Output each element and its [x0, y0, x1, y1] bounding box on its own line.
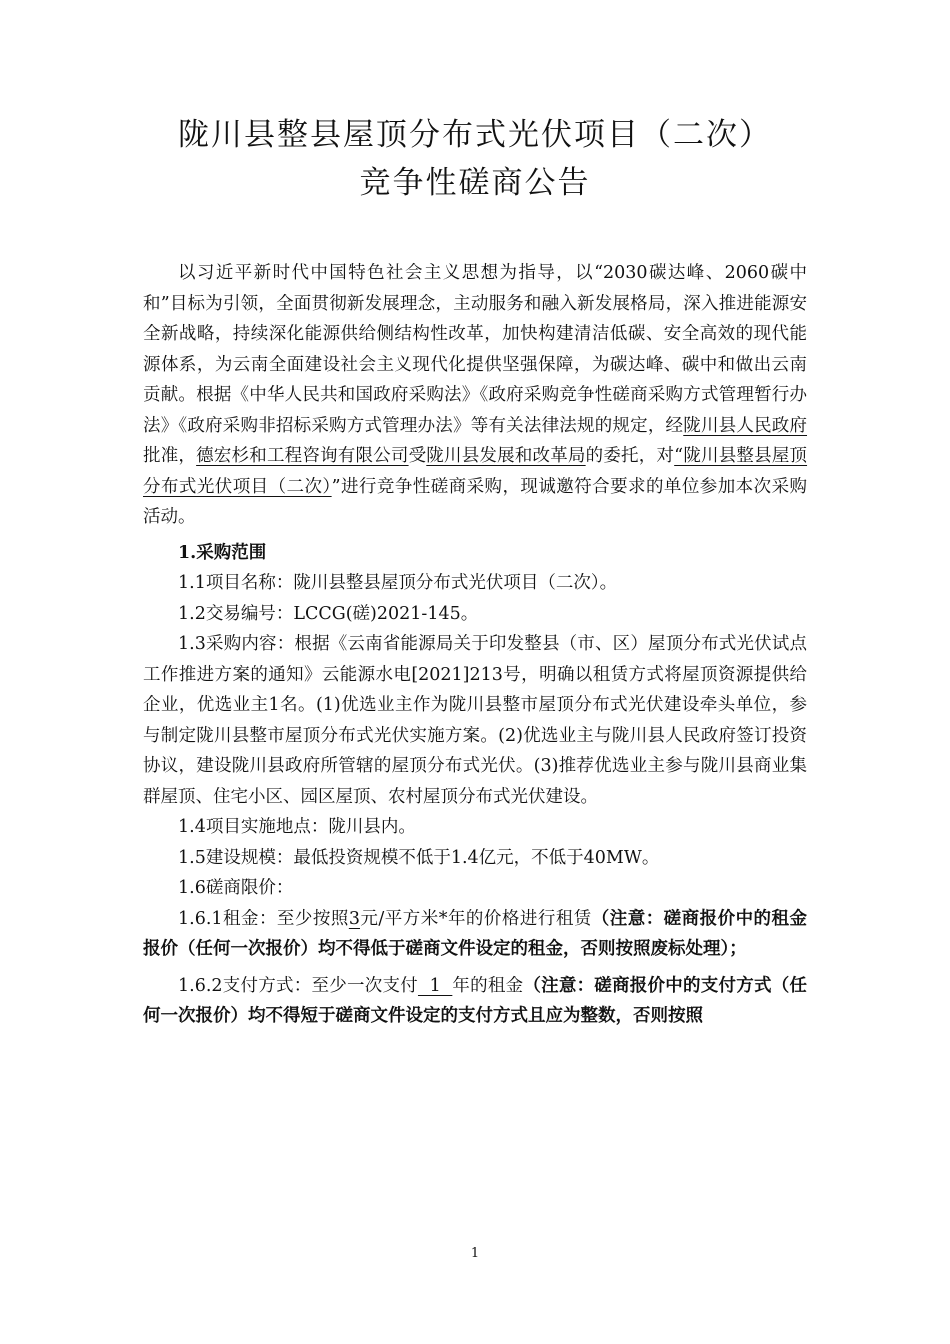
payment-value: 1: [417, 975, 453, 996]
item-1-6-1: [143, 904, 807, 965]
section-heading: 1.采购范围: [178, 542, 267, 563]
rent-lead: 1.6.1租金：至少按照: [178, 908, 349, 929]
rent-value: 3: [348, 908, 360, 929]
document-body: [143, 258, 807, 1032]
intro-text-1: 以习近平新时代中国特色社会主义思想为指导，以“2030碳达峰、2060碳中和”目标为引领，全面贯彻新发展理念，主动服务和融入新发展格局，深入推进能源安全新战略，持续深化能源供给侧结构性改革，加快构建清洁低碳、安全高效的现代能源体系，为云南全面建设社会主义现代化提供坚强保障，为碳达峰、碳中和做出云南贡献。根据《中华人民共和国政府采购法》《政府采购竞争性磋商采购方式管理暂行办法》《政府采购非招标采购方式管理办法》等有关法律法规的规定，经: [143, 263, 807, 436]
item-1-3: 1.3采购内容：根据《云南省能源局关于印发整县（市、区）屋顶分布式光伏试点工作推进方案的通知》云能源水电[2021]213号，明确以租赁方式将屋顶资源提供给企业，优选业主1名。(1)优选业主作为陇川县整市屋顶分布式光伏建设牵头单位，参与制定陇川县整市屋顶分布式光伏实施方案。(2)优选业主与陇川县人民政府签订投资协议，建设陇川县政府所管辖的屋顶分布式光伏。(3)推荐优选业主参与陇川县商业集群屋顶、住宅小区、园区屋顶、农村屋顶分布式光伏建设。: [143, 634, 807, 807]
payment-lead: 1.6.2支付方式：至少一次支付: [178, 975, 418, 996]
page-number: 1: [470, 1246, 480, 1261]
item-1-4: 1.4项目实施地点：陇川县内。: [178, 817, 416, 837]
intro-text-2: 批准，: [143, 446, 197, 466]
project-name-quoted: “陇川县整县屋顶分布式光伏项目（二次）: [143, 446, 808, 497]
rent-rest: 元/平方米*年的价格进行租赁: [359, 908, 592, 929]
item-1-6-2: [143, 971, 807, 1032]
intro-text-3: 受: [408, 446, 427, 466]
title-line-1: 陇川县整县屋顶分布式光伏项目（二次）: [178, 117, 772, 153]
agency-name: 德宏杉和工程咨询有限公司: [196, 446, 409, 466]
intro-text-4: 的委托，对: [585, 446, 675, 466]
intro-text-5: ”进行竞争性磋商采购，现诚邀符合要求的单位参加本次采购活动。: [143, 476, 808, 527]
title-line-2: 竞争性磋商公告: [359, 165, 591, 201]
payment-rest: 年的租金: [452, 975, 524, 996]
client-name: 陇川县发展和改革局: [426, 446, 586, 466]
item-1-5: 1.5建设规模：最低投资规模不低于1.4亿元，不低于40MW。: [178, 847, 660, 868]
intro-paragraph: [143, 258, 807, 533]
item-1-1: 1.1项目名称：陇川县整县屋顶分布式光伏项目（二次）。: [178, 573, 618, 593]
rent-note: （注意：磋商报价中的租金报价（任何一次报价）均不得低于磋商文件设定的租金，否则按照废标处理）；: [143, 908, 807, 959]
item-1-2: 1.2交易编号：LCCG(磋)2021-145。: [178, 603, 479, 624]
payment-note: （注意：磋商报价中的支付方式（任何一次报价）均不得短于磋商文件设定的支付方式且应为整数，否则按照: [143, 975, 808, 1026]
approver-name: 陇川县人民政府: [683, 415, 808, 436]
item-1-6: 1.6磋商限价：: [178, 878, 294, 898]
